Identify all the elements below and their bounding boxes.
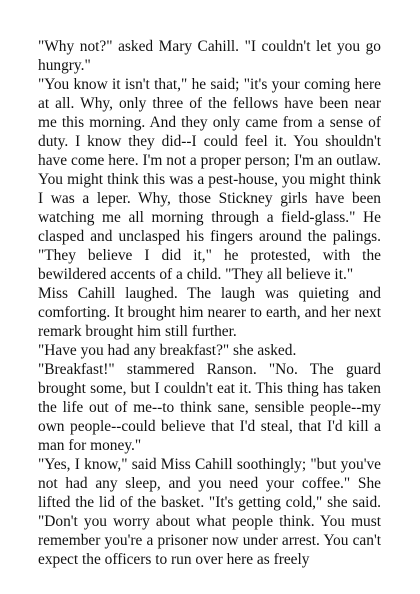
paragraph: Miss Cahill laughed. The laugh was quieting and comforting. It brought him nearer to earth, and her next remark brought him still further. — [38, 285, 381, 340]
paragraph: "Yes, I know," said Miss Cahill soothingly; "but you've not had any sleep, and you need your coffee." She lifted the lid of the basket. "It's getting cold," she said. "Don't you worry about what people think. You must remember you're a prisoner now under arrest. You can't expect the officers to run over here as freely — [38, 456, 381, 568]
paragraph: "You know it isn't that," he said; "it's your coming here at all. Why, only three of the fellows have been near me this morning. And they only came from a sense of duty. I know they did--I could feel it. You shouldn't have come here. I'm not a proper person; I'm an outlaw. You might think this was a pest-house, you might think I was a leper. Why, those Stickney girls have been watching me all morning through a field-glass." He clasped and unclasped his fingers around the palings. "They believe I did it," he protested, with the bewildered accents of a child. "They all believe it." — [38, 76, 381, 283]
paragraph: "Breakfast!" stammered Ranson. "No. The guard brought some, but I couldn't eat it. This thing has taken the life out of me--to think sane, sensible people--my own people--could believe that I'd steal, that I'd kill a man for money." — [38, 361, 381, 454]
document-page — [38, 37, 381, 569]
paragraph: "Why not?" asked Mary Cahill. "I couldn't let you go hungry." — [38, 38, 381, 74]
paragraph: "Have you had any breakfast?" she asked. — [38, 342, 297, 359]
